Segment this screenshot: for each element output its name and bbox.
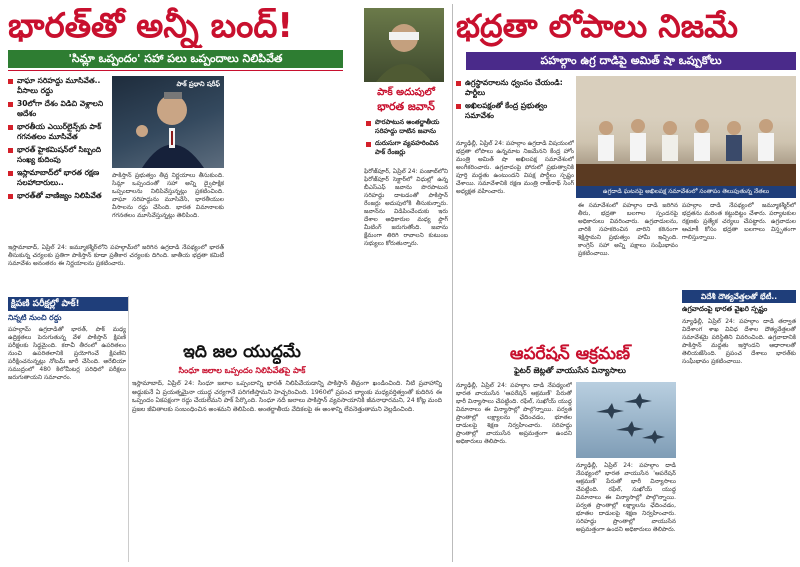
left-band-rule [8, 70, 343, 71]
left-bullet-item: భారతీయ ఎయిర్‌లైన్స్‌కు పాక్ గగనతలం మూసివేత [8, 122, 108, 142]
jawan-body-text: ఫిరోజ్‌పూర్, ఏప్రిల్ 24: పంజాబ్‌లోని ఫిరోజ్‌పూర్ సెక్టార్‌లో విధుల్లో ఉన్న బీఎస్‌ఎఫ్ జవాను పొరపాటున సరిహద్దు దాటడంతో పాకిస్తాన్ రేంజర్లు అదుపులోకి తీసుకున్నారు. జవాన్‌ను విడిపించేందుకు ఇరు దేశాల అధికారుల మధ్య ఫ్లాగ్ మీటింగ్ జరుగుతోంది. జవాను క్షేమంగా తిరిగి రావాలని కుటుంబ సభ్యులు కోరుతున్నారు. [364, 168, 448, 247]
water-kicker: సింధూ జలాల ఒప్పందం నిలిపివేతపై పాక్ [178, 366, 306, 375]
left-body-text-1: పాకిస్తాన్ ప్రభుత్వం తీవ్ర నిర్ణయాలు తీసుకుంది. సిమ్లా ఒప్పందంతో సహా అన్ని ద్వైపాక్షిక ఒప్పందాలను నిలిపివేస్తున్నట్లు ప్రకటించింది. వాఘా సరిహద్దును మూసివేసి, భారతీయుల వీసాలను రద్దు చేసింది. భారత విమానాలకు గగనతలం మూసివేస్తున్నట్లు తెలిపింది. [112, 172, 224, 219]
missile-kicker: నిన్నటి నుంచి రద్దు [8, 313, 62, 322]
jawan-bullet-item: పొరపాటున అంతర్జాతీయ సరిహద్దు దాటిన జవాను [366, 118, 448, 136]
fighter-jet-icon [576, 382, 676, 458]
left-band-text: 'సిమ్లా ఒప్పందం' సహా పలు ఒప్పందాలు నిలిపివేత [68, 52, 283, 65]
aakraman-body-text-2: న్యూఢిల్లీ, ఏప్రిల్ 24: పహల్గాం దాడి నేపథ్యంలో భారత వాయుసేన 'ఆపరేషన్ ఆక్రమణ్' పేరుతో భారీ విన్యాసాలు చేపట్టింది. రఫేల్, సుఖోయ్ యుద్ధ విమానాలు ఈ విన్యాసాల్లో పాల్గొన్నాయి. పర్వత ప్రాంతాల్లో లక్ష్యాలను ఛేదించడం, భూతల దాడులపై శిక్షణ నిర్వహించారు. సరిహద్దు ప్రాంతాల్లో వాయుసేన అప్రమత్తంగా ఉందని అధికారులు తెలిపారు. [576, 462, 676, 533]
left-bullets-box [8, 76, 108, 241]
soldier-icon [364, 8, 444, 82]
right-bullet-item: అఖిలపక్షంతో కేంద్ర ప్రభుత్వం సమావేశం [456, 101, 574, 121]
left-bullet-item: భారత్ హైకమిషన్‌లో సిబ్బంది సంఖ్య కుదింపు [8, 145, 108, 165]
missile-sub-head [8, 297, 129, 311]
left-bullet-list [8, 76, 108, 201]
right-body-text-3: పహల్గాం దాడి నేపథ్యంలో జమ్మూకశ్మీర్‌లో భద్రతను మరింత కట్టుదిట్టం చేశారు. పర్యాటకుల రక్షణకు ప్రత్యేక చర్యలు చేపట్టారు. ఉగ్రవాదుల ఆచూకీ కోసం భద్రతా బలగాలు విస్తృతంగా గాలిస్తున్నాయి. [682, 202, 796, 241]
jawan-bullet-item: దురుసుగా వ్యవహరించిన పాక్ రేంజర్లు [366, 139, 448, 157]
all-party-meeting-photo [576, 76, 796, 186]
jawan-bullet-list [366, 118, 448, 157]
water-headline: ఇది జల యుద్ధమే [183, 342, 301, 362]
side-kicker: ఉగ్రవాదంపై భారత వైఖరి స్పష్టం [682, 305, 768, 313]
aakraman-body-text: న్యూఢిల్లీ, ఏప్రిల్ 24: పహల్గాం దాడి నేపథ్యంలో భారత వాయుసేన 'ఆపరేషన్ ఆక్రమణ్' పేరుతో భారీ విన్యాసాలు చేపట్టింది. రఫేల్, సుఖోయ్ యుద్ధ విమానాలు ఈ విన్యాసాల్లో పాల్గొన్నాయి. పర్వత ప్రాంతాల్లో లక్ష్యాలను ఛేదించడం, భూతల దాడులపై శిక్షణ నిర్వహించారు. సరిహద్దు ప్రాంతాల్లో వాయుసేన అప్రమత్తంగా ఉందని అధికారులు తెలిపారు. [456, 382, 572, 445]
left-bullet-item: 30లోగా దేశం విడిచి వెళ్లాలని ఆదేశం [8, 99, 108, 119]
left-body-text-2: ఇస్లామాబాద్, ఏప్రిల్ 24: జమ్మూకశ్మీర్‌లోని పహల్గామ్‌లో జరిగిన ఉగ్రదాడి నేపథ్యంలో భారత్ తీసుకున్న చర్యలకు ప్రతిగా పాకిస్తాన్ కూడా ప్రతీకార చర్యలకు దిగింది. జాతీయ భద్రతా కమిటీ సమావేశం అనంతరం ఈ నిర్ణయాలను ప్రకటించారు. [8, 244, 224, 267]
right-body-text-1: న్యూఢిల్లీ, ఏప్రిల్ 24: పహల్గాం ఉగ్రదాడి విషయంలో భద్రతా లోపాలు ఉన్నమాట నిజమేనని కేంద్ర హోం మంత్రి అమిత్ షా అఖిలపక్ష సమావేశంలో అంగీకరించారు. ఉగ్రవాదంపై పోరులో ప్రభుత్వానికి పూర్తి మద్దతు ఉంటుందని విపక్ష పార్టీలు స్పష్టం చేశాయి. సమావేశానికి రక్షణ మంత్రి రాజ్‌నాథ్ సింగ్ అధ్యక్షత వహించారు. [456, 140, 574, 195]
fighter-jets-photo [576, 382, 676, 458]
jawan-bullets-box [366, 118, 448, 164]
right-bullets-box [456, 78, 574, 138]
right-bullet-item: ఉగ్రస్థావరాలను ధ్వంసం చేయండి: పార్టీలు [456, 78, 574, 98]
meeting-photo-caption: ఉగ్రదాడి ఘటనపై అఖిలపక్ష సమావేశంలో సంతాపం తెలుపుతున్న నేతలు [602, 188, 770, 195]
right-headline: భద్రతా లోపాలు నిజమే [456, 7, 738, 45]
left-headline: భారత్‌తో అన్నీ బంద్! [8, 6, 293, 46]
sharif-photo [112, 76, 224, 168]
right-body-text-2: ఈ సమావేశంలో పహల్గాం దాడి జరిగిన తీరు, భద్రతా బలగాల స్పందనపై అధికారులు వివరించారు. ఉగ్రవాదులను, వారికి సహకరించిన వారిని కఠినంగా శిక్షిస్తామని ప్రభుత్వం హామీ ఇచ్చింది. కాంగ్రెస్ సహా అన్ని పక్షాలు సంఘీభావం ప్రకటించాయి. [578, 202, 678, 257]
missile-body-text: పహల్గామ్ ఉగ్రదాడితో భారత్, పాక్ మధ్య ఉద్రిక్తతలు పెరుగుతున్న వేళ పాకిస్తాన్ క్షిపణి పరీక్షలకు సిద్ధమైంది. కరాచీ తీరంలో ఉపరితలం నుంచి ఉపరితలానికి ప్రయోగించే క్షిపణిని పరీక్షించనున్నట్లు నోటమ్ జారీ చేసింది. అరేబియా సముద్రంలో 480 కిలోమీటర్ల పరిధిలో పరీక్షలు జరుగుతాయని సమాచారం. [8, 326, 126, 381]
left-bullet-item: భారత్‌తో వాణిజ్యం నిలిపివేత [8, 191, 108, 201]
right-band-text: పహల్గాం ఉగ్ర దాడిపై అమిత్ షా ఒప్పుకోలు [540, 54, 722, 67]
column-rule [128, 296, 129, 562]
jawan-headline-big: భారత జవాన్ [377, 100, 435, 113]
missile-sub-head-text: క్షిపణి పరీక్షల్లో పాక్! [11, 299, 80, 309]
side-body-text: న్యూఢిల్లీ, ఏప్రిల్ 24: పహల్గాం దాడి తర్వాత విదేశాంగ శాఖ వివిధ దేశాల దౌత్యవేత్తలతో సమావేశమై పరిస్థితిని వివరించింది. ఉగ్రవాదానికి పాకిస్తాన్ మద్దతు ఇస్తోందని ఆధారాలతో తెలియజేసింది. ప్రపంచ దేశాలు భారత్‌కు సంఘీభావం ప్రకటించాయి. [682, 318, 796, 365]
right-bullet-list [456, 78, 574, 121]
left-bullet-item: ఇస్లామాబాద్‌లో భారత రక్షణ సలహాదారులు.. [8, 168, 108, 188]
meeting-icon [576, 76, 796, 186]
meeting-caption-bar [576, 186, 796, 198]
aakraman-kicker: ఫైటర్ జెట్లతో వాయుసేన విన్యాసాలు [514, 366, 626, 375]
aakraman-headline: ఆపరేషన్ ఆక్రమణ్ [509, 344, 631, 364]
sharif-photo-caption: పాక్ ప్రధాని షరీఫ్ [176, 80, 220, 88]
left-band [8, 50, 343, 68]
right-band [466, 52, 796, 70]
left-bullet-item: వాఘా సరిహద్దు మూసివేత.. వీసాలు రద్దు [8, 76, 108, 96]
side-sub-head-text: విదేశీ దౌత్యవేత్తలతో భేటీ.. [700, 292, 778, 301]
water-body-text: ఇస్లామాబాద్, ఏప్రిల్ 24: సింధూ జలాల ఒప్పందాన్ని భారత్ నిలిపివేయడాన్ని పాకిస్తాన్ తీవ్రంగా ఖండించింది. నీటి ప్రవాహాన్ని అడ్డుకునే ఏ ప్రయత్నమైనా యుద్ధ చర్యగానే పరిగణిస్తామని హెచ్చరించింది. 1960లో ప్రపంచ బ్యాంకు మధ్యవర్తిత్వంతో కుదిరిన ఈ ఒప్పందం ఏకపక్షంగా రద్దు చేయలేమని పాక్ పేర్కొంది. సింధూ నదీ జలాలు పాకిస్తాన్ వ్యవసాయానికి జీవనాధారమని, 24 కోట్ల మంది ప్రజల జీవితాలకు సంబంధించిన అంశమని తెలిపింది. అంతర్జాతీయ వేదికలపై ఈ అంశాన్ని లేవనెత్తుతామని వెల్లడించింది. [132, 380, 442, 413]
jawan-headline-small: పాక్ అదుపులో [377, 87, 435, 98]
jawan-photo [364, 8, 444, 82]
column-rule [452, 4, 453, 562]
side-sub-head [682, 290, 796, 303]
